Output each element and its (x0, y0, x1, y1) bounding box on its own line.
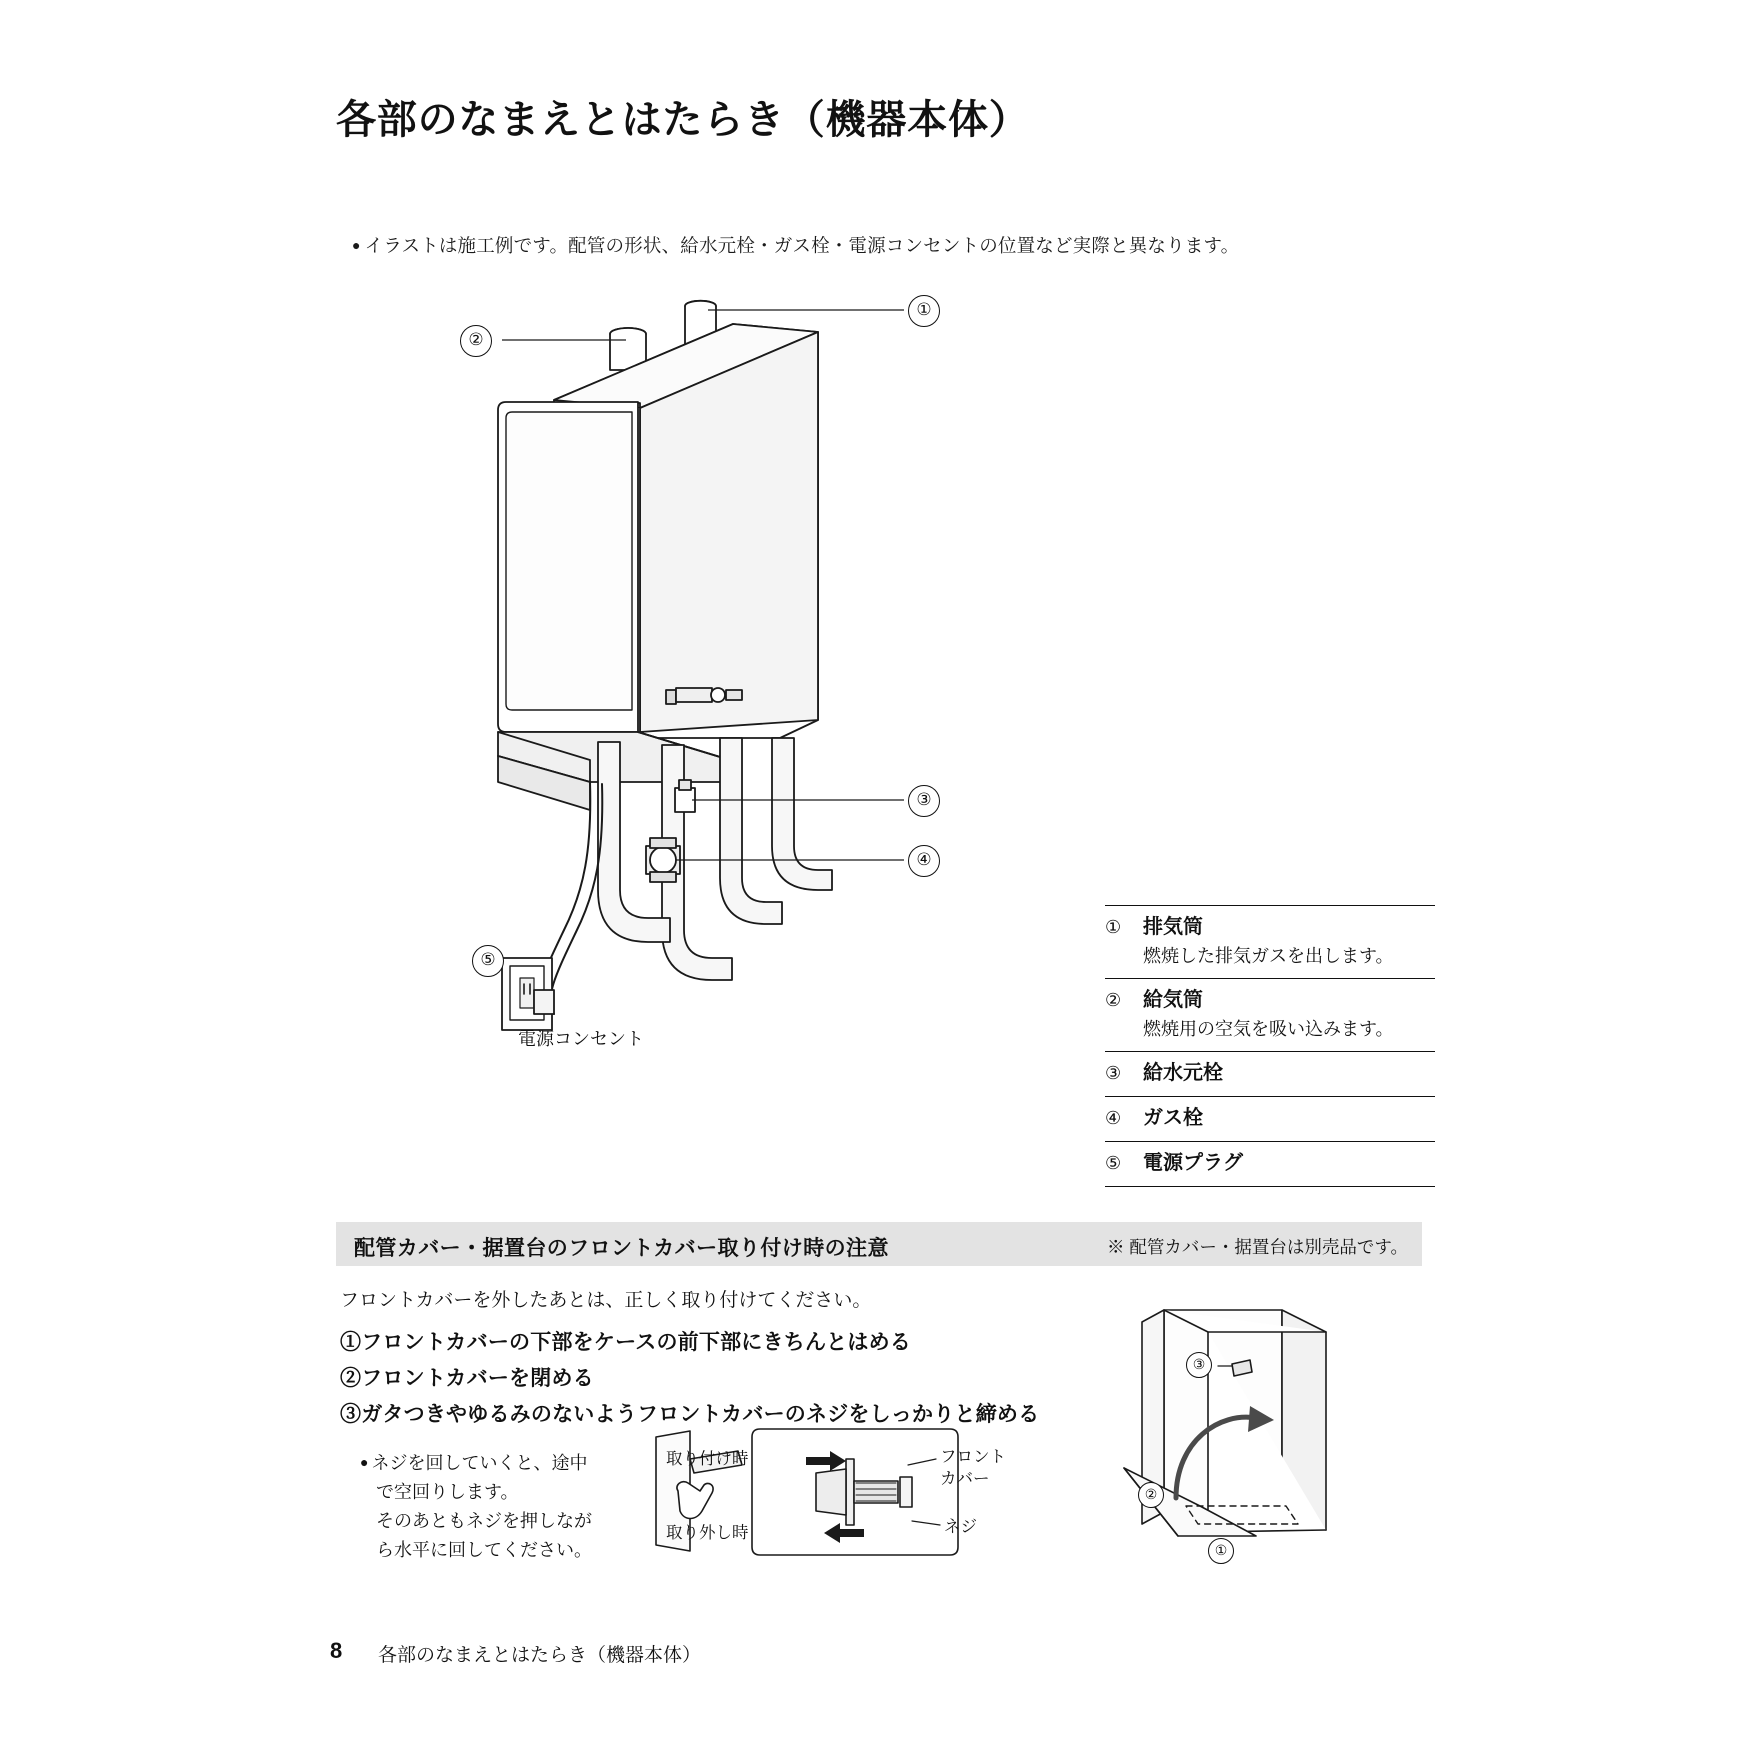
legend-name: ガス栓 (1143, 1107, 1203, 1129)
legend-name: 給水元栓 (1143, 1062, 1223, 1084)
legend-row (1105, 1096, 1435, 1141)
callout-1: ① (908, 295, 940, 327)
legend-desc: 燃焼した排気ガスを出します。 (1143, 946, 1394, 966)
legend-number: ① (1105, 917, 1122, 937)
callout-3: ③ (908, 785, 940, 817)
outlet-label: 電源コンセント (518, 1029, 644, 1049)
legend-number: ⑤ (1105, 1153, 1122, 1173)
legend-row (1105, 1051, 1435, 1096)
screw-note-line-4: ら水平に回してください。 (376, 1540, 592, 1560)
callout-5: ⑤ (472, 945, 504, 977)
callout-2: ② (460, 325, 492, 357)
screw-note (360, 1448, 640, 1565)
top-note-text: イラストは施工例です。配管の形状、給水元栓・ガス栓・電源コンセントの位置など実際と異なります。 (364, 235, 1240, 256)
front-cover-label-line2: カバー (940, 1470, 990, 1488)
step-3: ③ガタつきやゆるみのないようフロントカバーのネジをしっかりと締める (340, 1403, 1040, 1426)
step-2: ②フロントカバーを閉める (340, 1367, 594, 1390)
section-lead-text: フロントカバーを外したあとは、正しく取り付けてください。 (340, 1290, 872, 1311)
section-steps (340, 1325, 1039, 1433)
legend-desc: 燃焼用の空気を吸い込みます。 (1143, 1019, 1394, 1039)
legend-name: 給気筒 (1143, 989, 1203, 1011)
legend-number: ③ (1105, 1063, 1122, 1083)
footer-page-number: 8 (330, 1638, 343, 1663)
legend-row (1105, 905, 1435, 978)
legend-number: ④ (1105, 1108, 1122, 1128)
screw-note-line-1: ネジを回していくと、途中 (371, 1453, 588, 1473)
detach-label: 取り外し時 (666, 1524, 749, 1542)
section-header-bar (336, 1222, 1422, 1266)
figure-callout-2: ② (1138, 1482, 1164, 1508)
screw-note-line-3: そのあともネジを押しなが (376, 1511, 592, 1531)
step-1: ①フロントカバーの下部をケースの前下部にきちんとはめる (340, 1331, 911, 1354)
screw-label: ネジ (944, 1518, 977, 1536)
page-title: 各部のなまえとはたらき（機器本体） (336, 98, 1030, 142)
cover-install-figure (1090, 1300, 1420, 1570)
figure-callout-1: ① (1208, 1538, 1234, 1564)
attach-label: 取り付け時 (666, 1450, 749, 1468)
bullet-icon: ● (352, 237, 361, 253)
bullet-icon: ● (360, 1454, 369, 1470)
figure-callout-3: ③ (1186, 1352, 1212, 1378)
screw-detail-figure (650, 1425, 1070, 1555)
top-note (352, 232, 1239, 258)
section-heading: 配管カバー・据置台のフロントカバー取り付け時の注意 (354, 1237, 889, 1260)
legend-number: ② (1105, 990, 1122, 1010)
callout-4: ④ (908, 845, 940, 877)
legend-row (1105, 978, 1435, 1051)
legend-row (1105, 1141, 1435, 1187)
legend-name: 電源プラグ (1143, 1152, 1243, 1174)
footer-title: 各部のなまえとはたらき（機器本体） (378, 1645, 702, 1666)
front-cover-label-line1: フロント (940, 1448, 1006, 1466)
legend-name: 排気筒 (1143, 916, 1203, 938)
water-heater-illustration (468, 290, 1120, 1080)
section-heading-note: ※ 配管カバー・据置台は別売品です。 (1107, 1237, 1408, 1257)
screw-note-line-2: で空回りします。 (376, 1482, 519, 1502)
legend-table (1105, 905, 1435, 1187)
